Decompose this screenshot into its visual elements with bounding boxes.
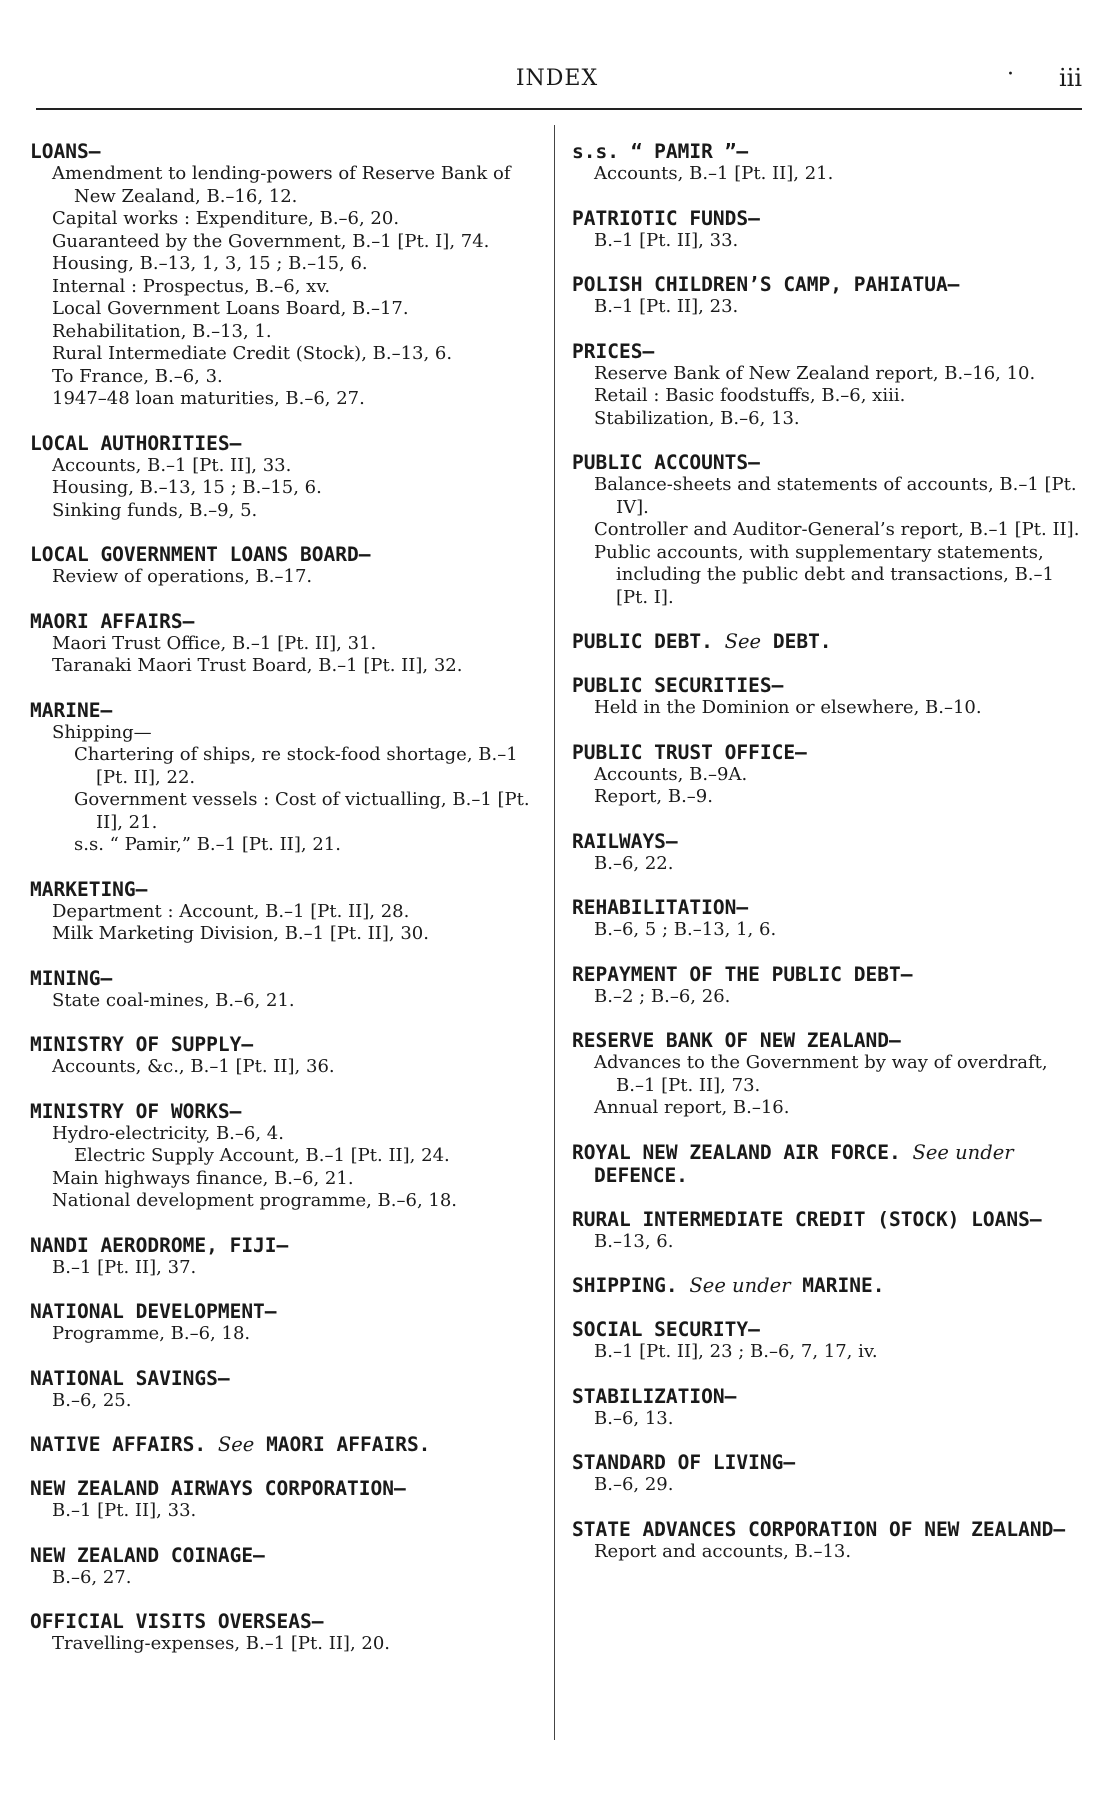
entry-subitem: Maori Trust Office, B.–1 [Pt. II], 31. [52,632,377,654]
see-target: DEBT. [772,630,832,653]
entry-heading-text: ROYAL NEW ZEALAND AIR FORCE. [572,1140,901,1164]
see-reference: See [724,630,762,653]
page-header [32,58,1082,98]
entry-subitem: Milk Marketing Division, B.–1 [Pt. II], 30. [52,923,429,944]
entry-heading-text: REHABILITATION— [572,896,749,919]
entry-heading [572,1518,1080,1541]
see-reference: See under [689,1274,791,1297]
entry-subitem: B.–1 [Pt. II], 23. [594,296,739,317]
entry-heading [30,610,540,633]
entry-heading-text: RURAL INTERMEDIATE CREDIT (STOCK) LOANS— [572,1207,1042,1231]
entry-subitem: B.–13, 6. [594,1230,674,1252]
index-entry [30,699,540,857]
entry-heading-text: POLISH CHILDREN’S CAMP, PAHIATUA— [572,273,960,296]
entry-subitem: Housing, B.–13, 15 ; B.–15, 6. [52,477,322,498]
entry-heading [30,1367,540,1390]
entry-subitem: s.s. “ Pamir,” B.–1 [Pt. II], 21. [74,834,341,855]
index-entry [30,1234,540,1280]
index-entry [30,1544,540,1590]
entry-heading [30,878,540,901]
index-entry [30,878,540,946]
entry-heading-text: NEW ZEALAND AIRWAYS CORPORATION— [30,1477,406,1500]
index-entry [572,830,1080,876]
entry-heading-text: PUBLIC TRUST OFFICE— [572,740,807,764]
entry-subitem: Department : Account, B.–1 [Pt. II], 28. [52,900,410,922]
entry-subitem: Public accounts, with supplementary statements, including the public debt and transactions, B.–1 [Pt. I]. [594,541,1054,608]
entry-heading-text: MARKETING— [30,877,148,901]
index-entry [572,1029,1080,1120]
index-entry [30,1367,540,1413]
entry-subitem: Chartering of ships, re stock-food shortage, B.–1 [Pt. II], 22. [74,744,518,788]
index-entry [30,967,540,1013]
entry-subitem: Report, B.–9. [594,786,713,807]
entry-subitem: B.–1 [Pt. II], 23 ; B.–6, 7, 17, iv. [594,1341,878,1362]
index-entry [572,1518,1080,1564]
header-dot: · [1007,62,1014,87]
entry-subitem: B.–1 [Pt. II], 33. [52,1500,197,1521]
column-divider [554,125,555,1740]
entry-subitem: B.–1 [Pt. II], 37. [52,1256,197,1278]
index-entry [572,340,1080,431]
entry-heading [30,1033,540,1056]
index-entry [572,1385,1080,1431]
entry-heading [30,967,540,990]
entry-heading-text: NEW ZEALAND COINAGE— [30,1543,265,1567]
index-entry [30,1610,540,1656]
entry-subitem: Accounts, B.–1 [Pt. II], 33. [52,454,292,476]
entry-subitem: Stabilization, B.–6, 13. [594,407,800,429]
entry-heading [30,1234,540,1257]
index-entry [572,896,1080,942]
entry-heading [572,1274,1080,1297]
see-target: DEFENCE. [594,1163,688,1187]
page-number: iii [1058,64,1082,92]
entry-heading-text: PUBLIC SECURITIES— [572,674,784,697]
entry-heading [30,1477,540,1500]
entry-subitem: Held in the Dominion or elsewhere, B.–10. [594,697,982,718]
index-entry [572,451,1080,609]
entry-subitem: B.–6, 5 ; B.–13, 1, 6. [594,919,777,940]
entry-heading [572,963,1080,986]
entry-heading [30,1610,540,1633]
entry-heading-text: STATE ADVANCES CORPORATION OF NEW ZEALAND— [572,1517,1066,1541]
index-entry [30,610,540,678]
left-column [30,140,540,1677]
entry-subitem: B.–6, 27. [52,1566,132,1588]
entry-heading-text: MINISTRY OF SUPPLY— [30,1033,254,1056]
index-entry [572,140,1080,186]
entry-subitem: Guaranteed by the Government, B.–1 [Pt. I], 74. [52,230,490,252]
page-title: INDEX [515,66,599,91]
index-entry [30,1477,540,1523]
entry-heading [30,140,540,163]
entry-heading-text: RAILWAYS— [572,829,678,853]
see-reference: See [217,1433,255,1456]
entry-subitem: B.–6, 22. [594,852,674,874]
right-column [572,140,1080,1584]
entry-subitem: Accounts, B.–9A. [594,763,748,785]
entry-subitem: Rural Intermediate Credit (Stock), B.–13, 6. [52,343,453,364]
entry-heading [572,674,1080,697]
entry-heading [30,1300,540,1323]
entry-subitem: Sinking funds, B.–9, 5. [52,499,258,521]
entry-subitem: State coal-mines, B.–6, 21. [52,989,295,1011]
entry-heading-text: MAORI AFFAIRS— [30,609,195,633]
entry-heading-text: SHIPPING. [572,1274,678,1297]
entry-heading-text: RESERVE BANK OF NEW ZEALAND— [572,1029,901,1052]
entry-heading-text: MARINE— [30,698,113,722]
entry-subitem: Travelling-expenses, B.–1 [Pt. II], 20. [52,1633,391,1654]
entry-heading [572,451,1080,474]
entry-heading [30,1100,540,1123]
index-entry [572,1274,1080,1297]
entry-heading-text: MINING— [30,966,113,990]
entry-heading-text: SOCIAL SECURITY— [572,1318,760,1341]
entry-heading-text: LOCAL GOVERNMENT LOANS BOARD— [30,543,371,566]
entry-heading [572,1141,1080,1187]
entry-subitem: National development programme, B.–6, 18. [52,1190,458,1211]
index-entry [572,741,1080,809]
index-entry [30,543,540,589]
entry-subitem: Internal : Prospectus, B.–6, xv. [52,275,331,297]
entry-heading [30,1544,540,1567]
entry-heading [572,1385,1080,1408]
entry-subitem: Taranaki Maori Trust Board, B.–1 [Pt. II], 32. [52,655,463,676]
entry-heading [30,432,540,455]
entry-heading [572,630,1080,653]
entry-heading [572,340,1080,363]
entry-heading [572,896,1080,919]
entry-subitem: Capital works : Expenditure, B.–6, 20. [52,208,400,229]
entry-heading [572,1208,1080,1231]
index-entry [30,432,540,523]
entry-heading-text: NATIONAL DEVELOPMENT— [30,1300,277,1323]
entry-subitem: Retail : Basic foodstuffs, B.–6, xiii. [594,385,906,406]
entry-heading [572,1029,1080,1052]
entry-subitem: Accounts, B.–1 [Pt. II], 21. [594,163,834,184]
entry-heading [572,273,1080,296]
entry-heading-text: s.s. “ PAMIR ”— [572,140,749,163]
entry-heading-text: NATIVE AFFAIRS. [30,1433,207,1456]
entry-subitem: Controller and Auditor-General’s report, B.–1 [Pt. II]. [594,519,1080,540]
entry-subitem: Shipping— [52,721,152,743]
index-entry [30,1100,540,1213]
entry-heading [572,741,1080,764]
entry-subitem: To France, B.–6, 3. [52,365,223,387]
entry-heading [572,207,1080,230]
entry-subitem: Local Government Loans Board, B.–17. [52,298,409,319]
index-entry [572,207,1080,253]
header-rule [36,108,1082,110]
entry-subitem: Balance-sheets and statements of accounts, B.–1 [Pt. IV]. [594,474,1077,518]
index-entry [572,1141,1080,1187]
entry-subitem: Annual report, B.–16. [594,1097,790,1118]
entry-subitem: Hydro-electricity, B.–6, 4. [52,1122,284,1144]
entry-subitem: Reserve Bank of New Zealand report, B.–16, 10. [594,362,1036,384]
entry-heading-text: PUBLIC DEBT. [572,630,713,653]
entry-heading [572,140,1080,163]
entry-subitem: Government vessels : Cost of victualling, B.–1 [Pt. II], 21. [74,789,530,833]
index-entry [30,140,540,411]
entry-subitem: B.–6, 13. [594,1407,674,1429]
index-entry [572,1318,1080,1364]
entry-subitem: Amendment to lending-powers of Reserve Bank of New Zealand, B.–16, 12. [52,163,511,207]
index-entry [572,963,1080,1009]
index-entry [572,1208,1080,1254]
entry-heading-text: STABILIZATION— [572,1384,737,1408]
entry-heading [30,699,540,722]
entry-heading [30,543,540,566]
entry-subitem: B.–6, 25. [52,1389,132,1411]
entry-subitem: Report and accounts, B.–13. [594,1540,852,1562]
entry-subitem: Housing, B.–13, 1, 3, 15 ; B.–15, 6. [52,253,368,274]
see-target: MAORI AFFAIRS. [266,1433,431,1456]
index-entry [572,273,1080,319]
entry-heading-text: STANDARD OF LIVING— [572,1451,796,1474]
entry-subitem: Review of operations, B.–17. [52,566,313,587]
entry-heading [30,1433,540,1456]
entry-subitem: Programme, B.–6, 18. [52,1323,251,1344]
entry-subitem: 1947–48 loan maturities, B.–6, 27. [52,388,365,409]
entry-heading-text: PATRIOTIC FUNDS— [572,206,760,230]
entry-heading-text: LOCAL AUTHORITIES— [30,431,242,455]
entry-heading-text: OFFICIAL VISITS OVERSEAS— [30,1610,324,1633]
entry-subitem: Advances to the Government by way of overdraft, B.–1 [Pt. II], 73. [594,1052,1048,1096]
index-entry [30,1433,540,1456]
entry-heading-text: LOANS— [30,140,101,163]
index-entry [572,1451,1080,1497]
index-entry [30,1033,540,1079]
index-entry [30,1300,540,1346]
entry-heading [572,830,1080,853]
entry-heading [572,1318,1080,1341]
entry-subitem: Rehabilitation, B.–13, 1. [52,320,272,342]
entry-heading-text: PUBLIC ACCOUNTS— [572,451,760,474]
entry-subitem: B.–6, 29. [594,1474,674,1495]
entry-heading-text: MINISTRY OF WORKS— [30,1099,242,1123]
entry-subitem: Electric Supply Account, B.–1 [Pt. II], 24. [74,1145,450,1166]
entry-heading-text: NANDI AERODROME, FIJI— [30,1233,289,1257]
entry-heading [572,1451,1080,1474]
entry-subitem: Accounts, &c., B.–1 [Pt. II], 36. [52,1056,335,1077]
index-entry [572,630,1080,653]
entry-subitem: B.–1 [Pt. II], 33. [594,229,739,251]
see-reference: See under [912,1140,1014,1164]
entry-heading-text: REPAYMENT OF THE PUBLIC DEBT— [572,962,913,986]
entry-heading-text: PRICES— [572,339,655,363]
entry-subitem: B.–2 ; B.–6, 26. [594,985,731,1007]
entry-heading-text: NATIONAL SAVINGS— [30,1366,230,1390]
see-target: MARINE. [802,1274,885,1297]
entry-subitem: Main highways finance, B.–6, 21. [52,1167,354,1189]
index-entry [572,674,1080,720]
